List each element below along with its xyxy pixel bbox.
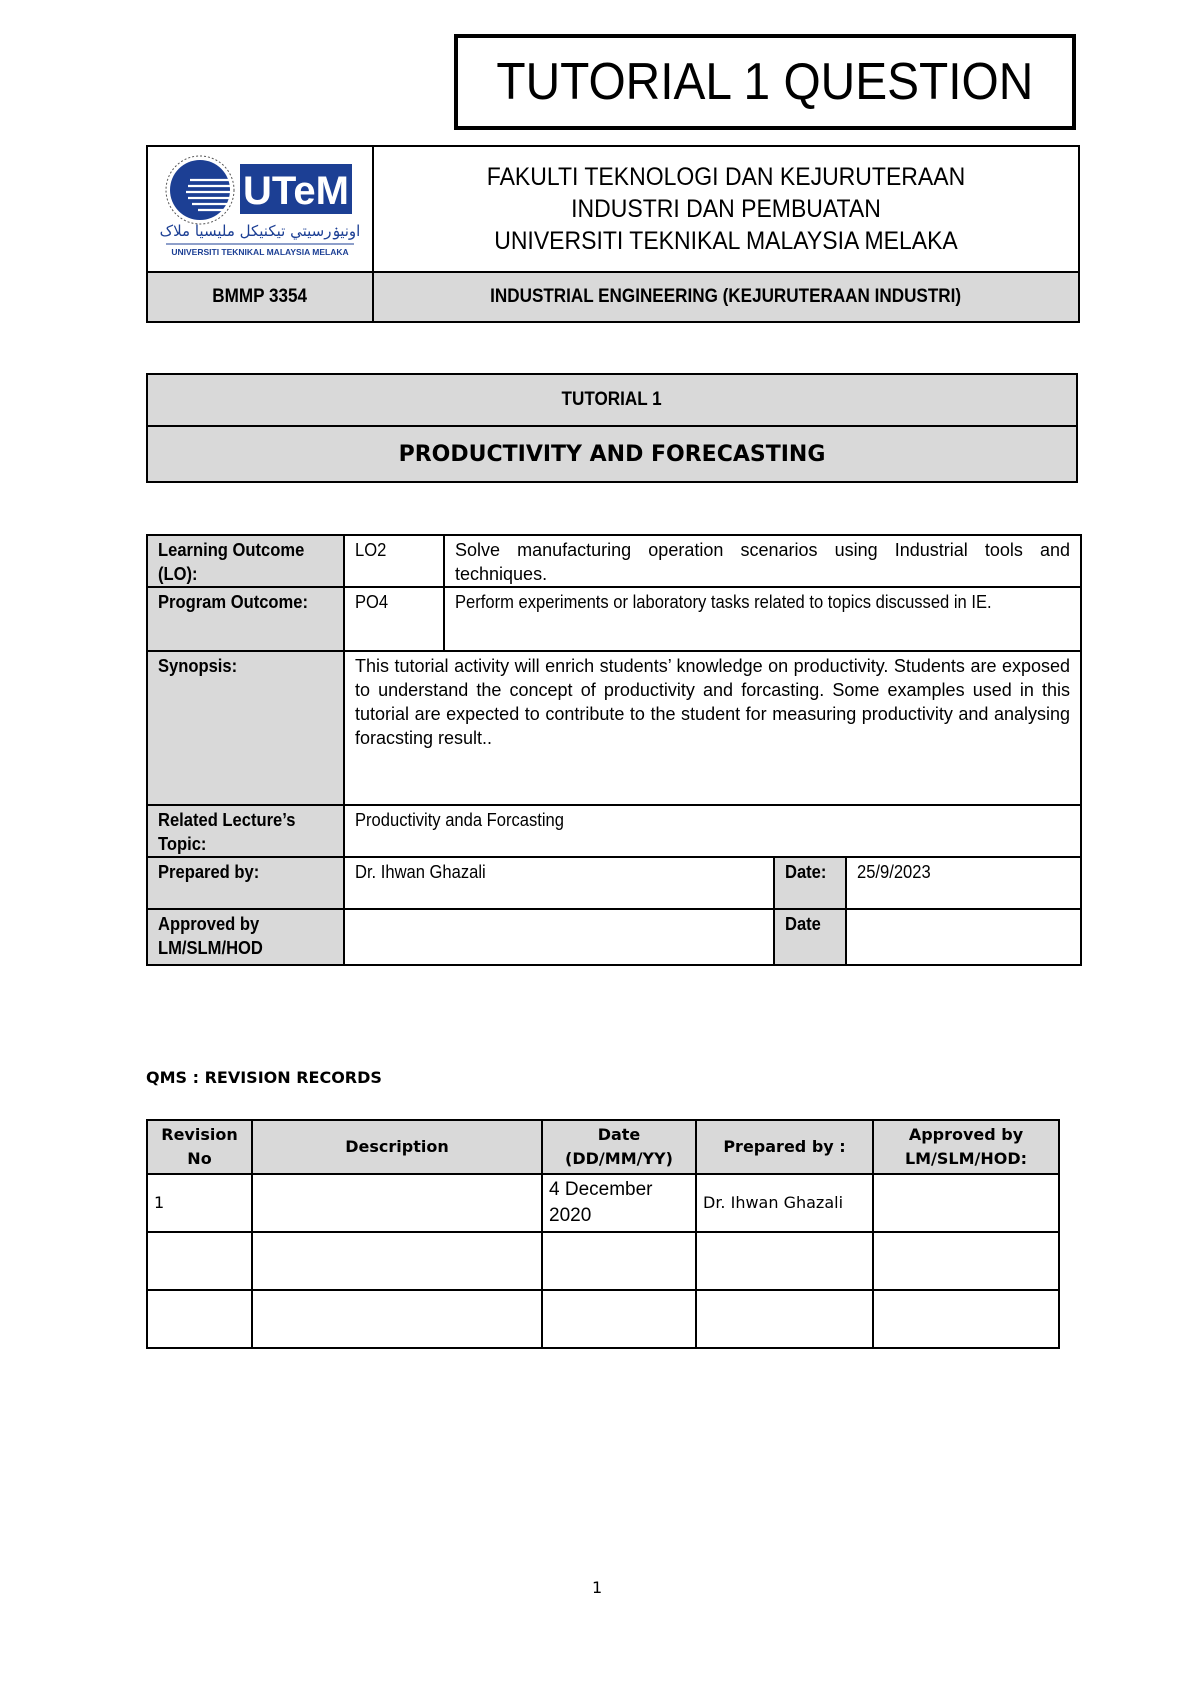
approved-by-cell [873, 1232, 1059, 1290]
synopsis-label: Synopsis: [147, 651, 344, 805]
approved-date-label: Date [774, 909, 846, 965]
prepared-label: Prepared by: [147, 857, 344, 909]
approved-label: Approved by LM/SLM/HOD [147, 909, 344, 965]
svg-text:اونيۏرسيتي تيكنيکل مليسيا ملاک: اونيۏرسيتي تيكنيکل مليسيا ملاک [160, 221, 360, 240]
svg-text:UNIVERSITI TEKNIKAL MALAYSIA M: UNIVERSITI TEKNIKAL MALAYSIA MELAKA [171, 246, 349, 257]
faculty-line-1: FAKULTI TEKNOLOGI DAN KEJURUTERAAN [486, 163, 966, 191]
revision-no-cell [147, 1290, 252, 1348]
col-description: Description [252, 1120, 542, 1174]
tutorial-box [146, 373, 1078, 483]
info-table [146, 534, 1082, 966]
tutorial-topic: PRODUCTIVITY AND FORECASTING [147, 426, 1077, 482]
utem-logo [160, 152, 360, 262]
col-revision-no: Revision No [147, 1120, 252, 1174]
course-name: INDUSTRIAL ENGINEERING (KEJURUTERAAN INDUSTRI) [373, 272, 1079, 322]
tutorial-number: TUTORIAL 1 [147, 374, 1077, 426]
description-cell [252, 1290, 542, 1348]
faculty-name [373, 146, 1079, 272]
po-label: Program Outcome: [147, 587, 344, 651]
po-text: Perform experiments or laboratory tasks related to topics discussed in IE. [444, 587, 1081, 651]
page-number: 1 [592, 1578, 603, 1597]
col-date: Date (DD/MM/YY) [542, 1120, 696, 1174]
approved-by-cell [873, 1174, 1059, 1232]
logo-cell [147, 146, 373, 272]
po-code: PO4 [344, 587, 444, 651]
lo-label: Learning Outcome (LO): [147, 535, 344, 587]
university-name: UNIVERSITI TEKNIKAL MALAYSIA MELAKA [494, 227, 958, 255]
revision-no-cell [147, 1232, 252, 1290]
topic-label: Related Lecture’s Topic: [147, 805, 344, 857]
header-table [146, 145, 1080, 323]
date-value: 25/9/2023 [846, 857, 1081, 909]
description-cell [252, 1174, 542, 1232]
document-title: TUTORIAL 1 QUESTION [454, 34, 1076, 130]
synopsis-text: This tutorial activity will enrich students’ knowledge on productivity. Students are exposed to understand the concept of productivity and forcasting. Some examples used in this tutorial are expected to contribute to the student for measuring productivity and analysing foracsting result.. [344, 651, 1081, 805]
course-code: BMMP 3354 [147, 272, 373, 322]
table-row [147, 1290, 1059, 1348]
approved-by-cell [873, 1290, 1059, 1348]
prepared-value: Dr. Ihwan Ghazali [344, 857, 774, 909]
date-cell [542, 1290, 696, 1348]
revision-no-cell: 1 [147, 1174, 252, 1232]
date-label: Date: [774, 857, 846, 909]
date-cell: 4 December 2020 [542, 1174, 696, 1232]
col-approved-by: Approved by LM/SLM/HOD: [873, 1120, 1059, 1174]
table-row [147, 1174, 1059, 1232]
revision-records-table [146, 1119, 1060, 1349]
lo-text: Solve manufacturing operation scenarios using Industrial tools and techniques. [444, 535, 1081, 587]
description-cell [252, 1232, 542, 1290]
svg-text:UTeM: UTeM [243, 168, 349, 213]
prepared-by-cell: Dr. Ihwan Ghazali [696, 1174, 873, 1232]
col-prepared-by: Prepared by : [696, 1120, 873, 1174]
lo-code: LO2 [344, 535, 444, 587]
table-row [147, 1232, 1059, 1290]
prepared-by-cell [696, 1232, 873, 1290]
qms-heading: QMS : REVISION RECORDS [146, 1068, 382, 1087]
approved-date-value [846, 909, 1081, 965]
prepared-by-cell [696, 1290, 873, 1348]
date-cell [542, 1232, 696, 1290]
topic-text: Productivity anda Forcasting [344, 805, 1081, 857]
approved-value [344, 909, 774, 965]
faculty-line-2: INDUSTRI DAN PEMBUATAN [571, 195, 881, 223]
